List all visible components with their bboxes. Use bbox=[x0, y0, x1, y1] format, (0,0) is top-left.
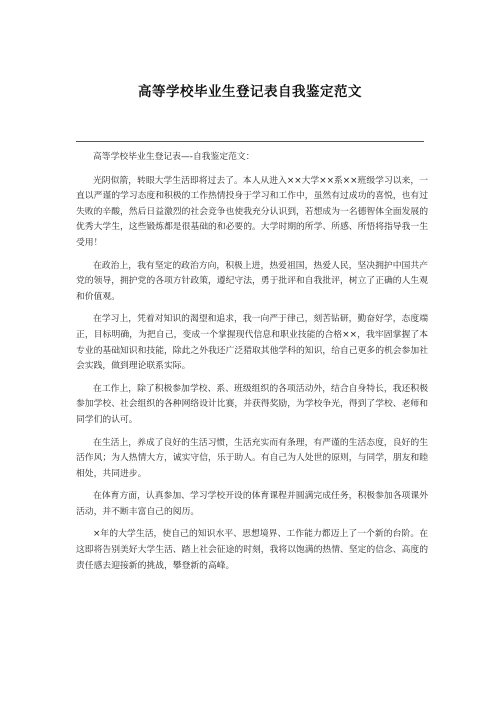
paragraph-sports: 在体育方面，认真参加、学习学校开设的体育课程并圆满完成任务，积极参加各项课外活动，并不断丰富自己的阅历。 bbox=[76, 491, 428, 517]
paragraph-politics: 在政治上，我有坚定的政治方向，积极上进，热爱祖国，热爱人民，坚决拥护中国共产党的领导，拥护党的各项方针政策，遵纪守法，勇于批评和自我批评，树立了正确的人生观和价值观。 bbox=[76, 260, 428, 302]
title-divider bbox=[76, 141, 424, 142]
paragraph-study: 在学习上，凭着对知识的渴望和追求，我一向严于律己，刻苦钻研，勤奋好学，态度端正，目标明确，为把自己，变成一个掌握现代信息和职业技能的合格××，我牢固掌握了本专业的基础知识和技能，除此之外我还广泛猎取其他学科的知识，给自己更多的机会参加社会实践，做到理论联系实际。 bbox=[76, 314, 428, 372]
document-body bbox=[76, 150, 428, 581]
paragraph-opening: 光阴似箭，转眼大学生活即将过去了。本人从进入××大学××系××班级学习以来，一直以严谨的学习态度和积极的工作热情投身于学习和工作中，虽然有过成功的喜悦，也有过失败的辛酸，然后日益激烈的社会竞争也使我充分认识到，若想成为一名德智体全面发展的优秀大学生，这些锻炼都是很基础的和必要的。大学时期的所学、所感、所悟将指导我一生受用！ bbox=[76, 175, 428, 248]
paragraph-closing: ×年的大学生活，使自己的知识水平、思想境界、工作能力都迈上了一个新的台阶。在这即将告别美好大学生活、踏上社会征途的时刻，我将以饱满的热情、坚定的信念、高度的责任感去迎接新的挑战，攀登新的高峰。 bbox=[76, 529, 428, 571]
intro-line: 高等学校毕业生登记表—-自我鉴定范文： bbox=[93, 152, 255, 162]
paragraph-work: 在工作上，除了积极参加学校、系、班级组织的各项活动外，结合自身特长，我还积极参加学校、社会组织的各种网络设计比赛，并获得奖励，为学校争光，得到了学校、老师和同学们的认可。 bbox=[76, 383, 428, 425]
document-title: 高等学校毕业生登记表自我鉴定范文 bbox=[138, 84, 362, 100]
paragraph-life: 在生活上，养成了良好的生活习惯，生活充实而有条理，有严谨的生活态度，良好的生活作风；为人热情大方，诚实守信，乐于助人。有自己为人处世的原则，与同学，朋友和睦相处，共同进步。 bbox=[76, 437, 428, 479]
